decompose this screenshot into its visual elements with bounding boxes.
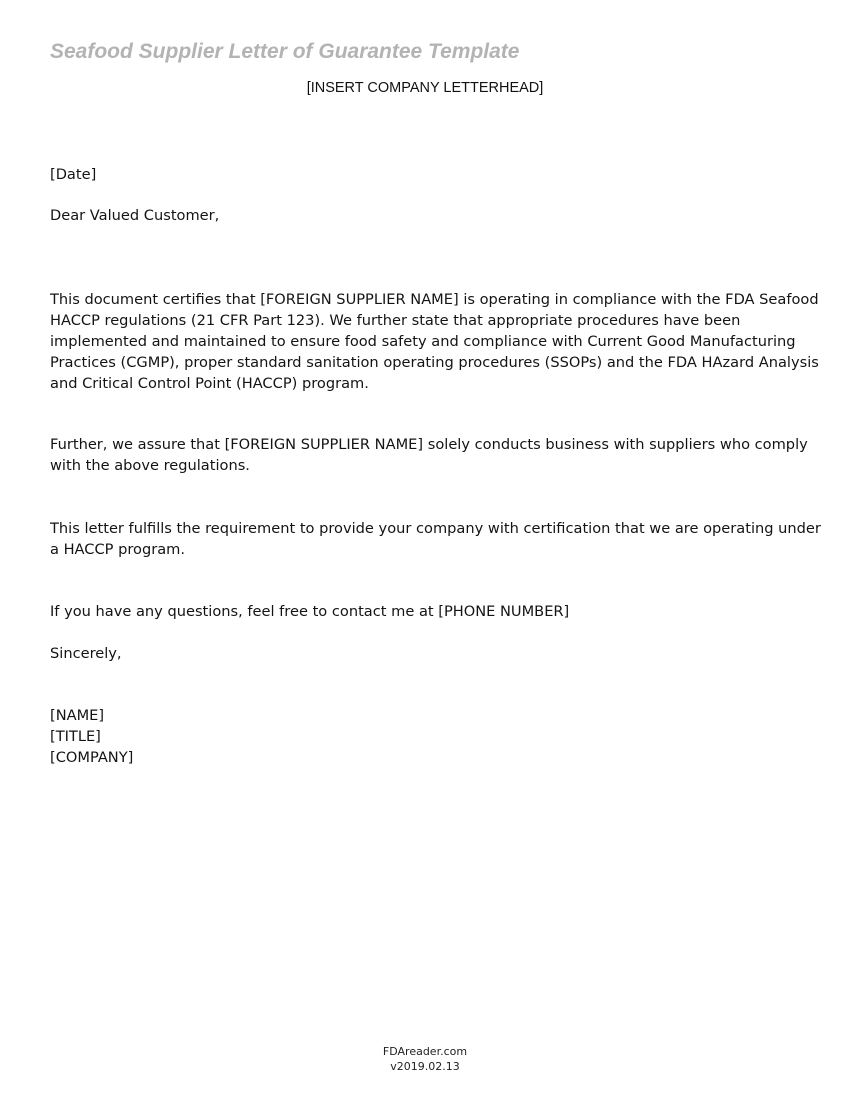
paragraph-line: HACCP regulations (21 CFR Part 123). We further state that appropriate procedures have been	[50, 312, 741, 329]
page-footer	[0, 1044, 850, 1074]
signature-title: [TITLE]	[50, 728, 101, 745]
paragraph-line: Practices (CGMP), proper standard sanitation operating procedures (SSOPs) and the FDA HAzard Analysis	[50, 354, 819, 371]
paragraph-line: Further, we assure that [FOREIGN SUPPLIER NAME] solely conducts business with suppliers who comply	[50, 436, 808, 453]
paragraph-line: This document certifies that [FOREIGN SUPPLIER NAME] is operating in compliance with the FDA Seafood	[50, 291, 819, 308]
paragraph-suppliers	[50, 434, 810, 476]
document-title: Seafood Supplier Letter of Guarantee Template	[50, 40, 520, 63]
footer-version: v2019.02.13	[390, 1060, 460, 1073]
contact-line: If you have any questions, feel free to contact me at [PHONE NUMBER]	[50, 603, 570, 620]
paragraph-line: with the above regulations.	[50, 457, 250, 474]
paragraph-line: This letter fulfills the requirement to provide your company with certification that we are operating under	[50, 520, 821, 537]
paragraph-line: implemented and maintained to ensure food safety and compliance with Current Good Manufacturing	[50, 333, 796, 350]
paragraph-line: and Critical Control Point (HACCP) program.	[50, 375, 369, 392]
date-placeholder: [Date]	[50, 166, 97, 183]
salutation: Dear Valued Customer,	[50, 207, 220, 224]
signature-company: [COMPANY]	[50, 749, 134, 766]
signature-block	[50, 705, 810, 768]
paragraph-compliance	[50, 289, 819, 394]
closing: Sincerely,	[50, 645, 122, 662]
letterhead-placeholder: [INSERT COMPANY LETTERHEAD]	[306, 80, 544, 96]
footer-site: FDAreader.com	[382, 1045, 468, 1058]
paragraph-line: a HACCP program.	[50, 541, 186, 558]
paragraph-certification	[50, 518, 821, 560]
signature-name: [NAME]	[50, 707, 105, 724]
